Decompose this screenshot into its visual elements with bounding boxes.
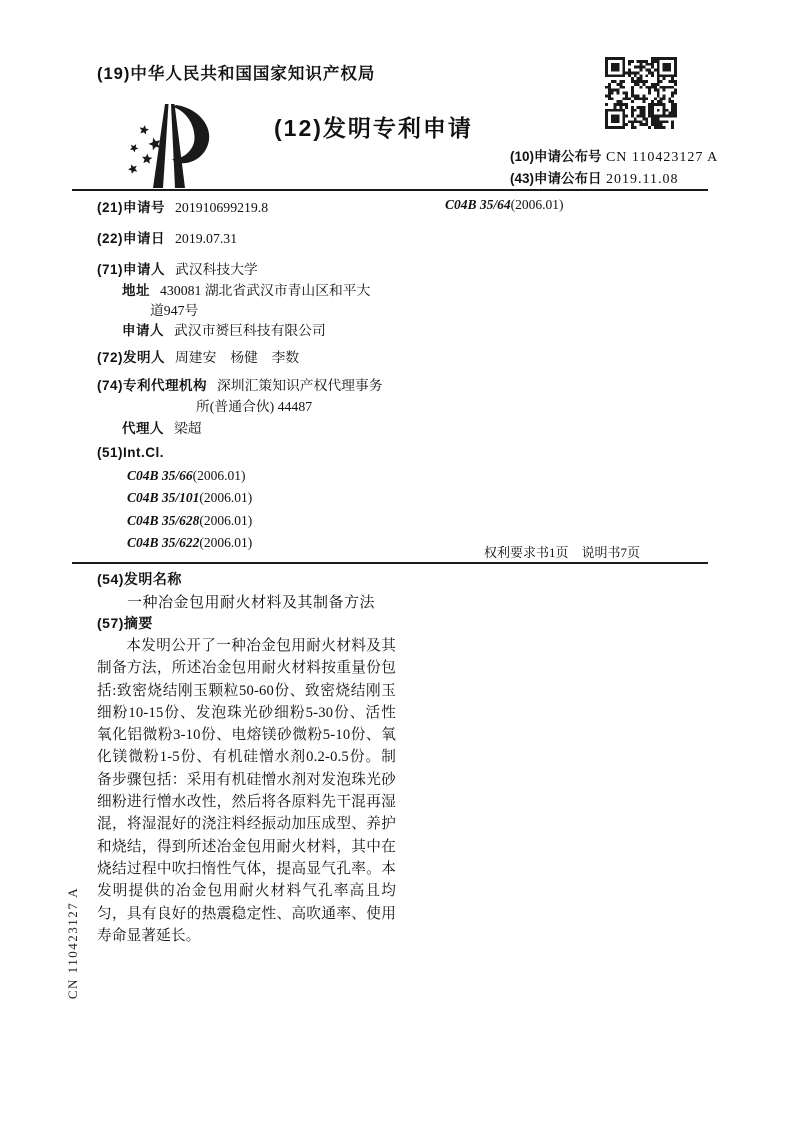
intcl-header-row — [97, 444, 164, 462]
publication-date-value: 2019.11.08 — [605, 172, 679, 187]
qr-code — [605, 57, 677, 129]
agency-row — [97, 374, 383, 395]
agent-label: 代理人 — [122, 421, 164, 436]
agency-line-2: 所(普通合伙) 44487 — [196, 399, 313, 414]
intcl-item-row — [127, 467, 246, 485]
header-divider — [72, 189, 708, 191]
ipc-code: C04B 35/622 — [127, 535, 200, 550]
publication-number-value: CN 110423127 A — [605, 150, 719, 165]
publication-date-row — [510, 167, 678, 188]
publication-number-row — [510, 145, 718, 166]
inventors-label: (72)发明人 — [97, 350, 166, 365]
applicant-row — [97, 258, 258, 279]
ipc-year: (2006.01) — [192, 468, 246, 483]
inventors-value: 周建安 杨健 李数 — [175, 350, 300, 365]
address-label: 地址 — [122, 283, 150, 298]
address-line-2: 道947号 — [150, 303, 199, 318]
application-date-value: 2019.07.31 — [175, 231, 238, 246]
applicant-2-value: 武汉市赟巨科技有限公司 — [174, 323, 326, 338]
ipc-right-row — [445, 196, 564, 214]
section-divider — [72, 562, 708, 564]
application-date-label: (22)申请日 — [97, 231, 166, 246]
agency-label: (74)专利代理机构 — [97, 378, 208, 393]
agency-row-continuation — [196, 395, 312, 416]
ipc-code: C04B 35/66 — [127, 468, 193, 483]
invention-title-label: (54)发明名称 — [97, 571, 182, 587]
agent-row — [122, 417, 202, 438]
publication-number-label: (10)申请公布号 — [510, 149, 602, 164]
application-number-row — [97, 196, 268, 217]
ipc-code: C04B 35/101 — [127, 490, 200, 505]
address-line-1: 430081 湖北省武汉市青山区和平大 — [160, 283, 371, 298]
abstract-label: (57)摘要 — [97, 615, 153, 631]
application-date-row — [97, 227, 237, 248]
invention-title: 一种冶金包用耐火材料及其制备方法 — [127, 595, 376, 611]
abstract-text: 本发明公开了一种冶金包用耐火材料及其制备方法，所述冶金包用耐火材料按重量份包括:致密烧结刚玉颗粒50-60份、致密烧结刚玉细粉10-15份、发泡珠光砂细粉5-30份、活性氧化铝微粉3-10份、电熔镁砂微粉5-10份、氧化镁微粉1-5份、有机硅憎水剂0.2-0.5份。制备步骤包括：采用有机硅憎水剂对发泡珠光砂细粉进行憎水改性，然后将各原料先干混再湿混，将湿混好的浇注料经振动加压成型、养护和烧结，得到所述冶金包用耐火材料，其中在烧结过程中吹扫惰性气体，提高显气孔率。本发明提供的冶金包用耐火材料气孔率高且均匀，具有良好的热震稳定性、高吹通率、使用寿命显著延长。 — [97, 638, 396, 944]
publication-date-label: (43)申请公布日 — [510, 171, 602, 186]
ipc-code: C04B 35/64 — [445, 197, 511, 212]
application-number-label: (21)申请号 — [97, 200, 166, 215]
agency-line-1: 深圳汇策知识产权代理事务 — [217, 378, 383, 393]
ipc-year: (2006.01) — [199, 535, 253, 550]
address-row — [122, 279, 370, 300]
patent-office-name: (19)中华人民共和国国家知识产权局 — [97, 65, 376, 83]
ipc-year: (2006.01) — [199, 490, 253, 505]
intcl-item-row — [127, 512, 252, 530]
pages-info: 权利要求书1页 说明书7页 — [483, 545, 640, 560]
side-publication-number: CN 110423127 A — [65, 886, 80, 1000]
applicant-1-value: 武汉科技大学 — [175, 262, 258, 277]
ipc-code: C04B 35/628 — [127, 513, 200, 528]
intcl-item-row — [127, 534, 252, 552]
agent-value: 梁超 — [174, 421, 202, 436]
inventors-row — [97, 346, 299, 367]
applicant-label: (71)申请人 — [97, 262, 166, 277]
intcl-item-row — [127, 489, 252, 507]
address-row-continuation — [150, 299, 198, 320]
ipc-year: (2006.01) — [510, 197, 564, 212]
applicant-2-label: 申请人 — [122, 323, 164, 338]
document-type-title: (12)发明专利申请 — [274, 115, 473, 141]
applicant-2-row — [122, 319, 326, 340]
intcl-label: (51)Int.Cl. — [97, 445, 165, 460]
cnipa-logo — [120, 98, 220, 190]
ipc-year: (2006.01) — [199, 513, 253, 528]
application-number-value: 201910699219.8 — [175, 200, 269, 215]
